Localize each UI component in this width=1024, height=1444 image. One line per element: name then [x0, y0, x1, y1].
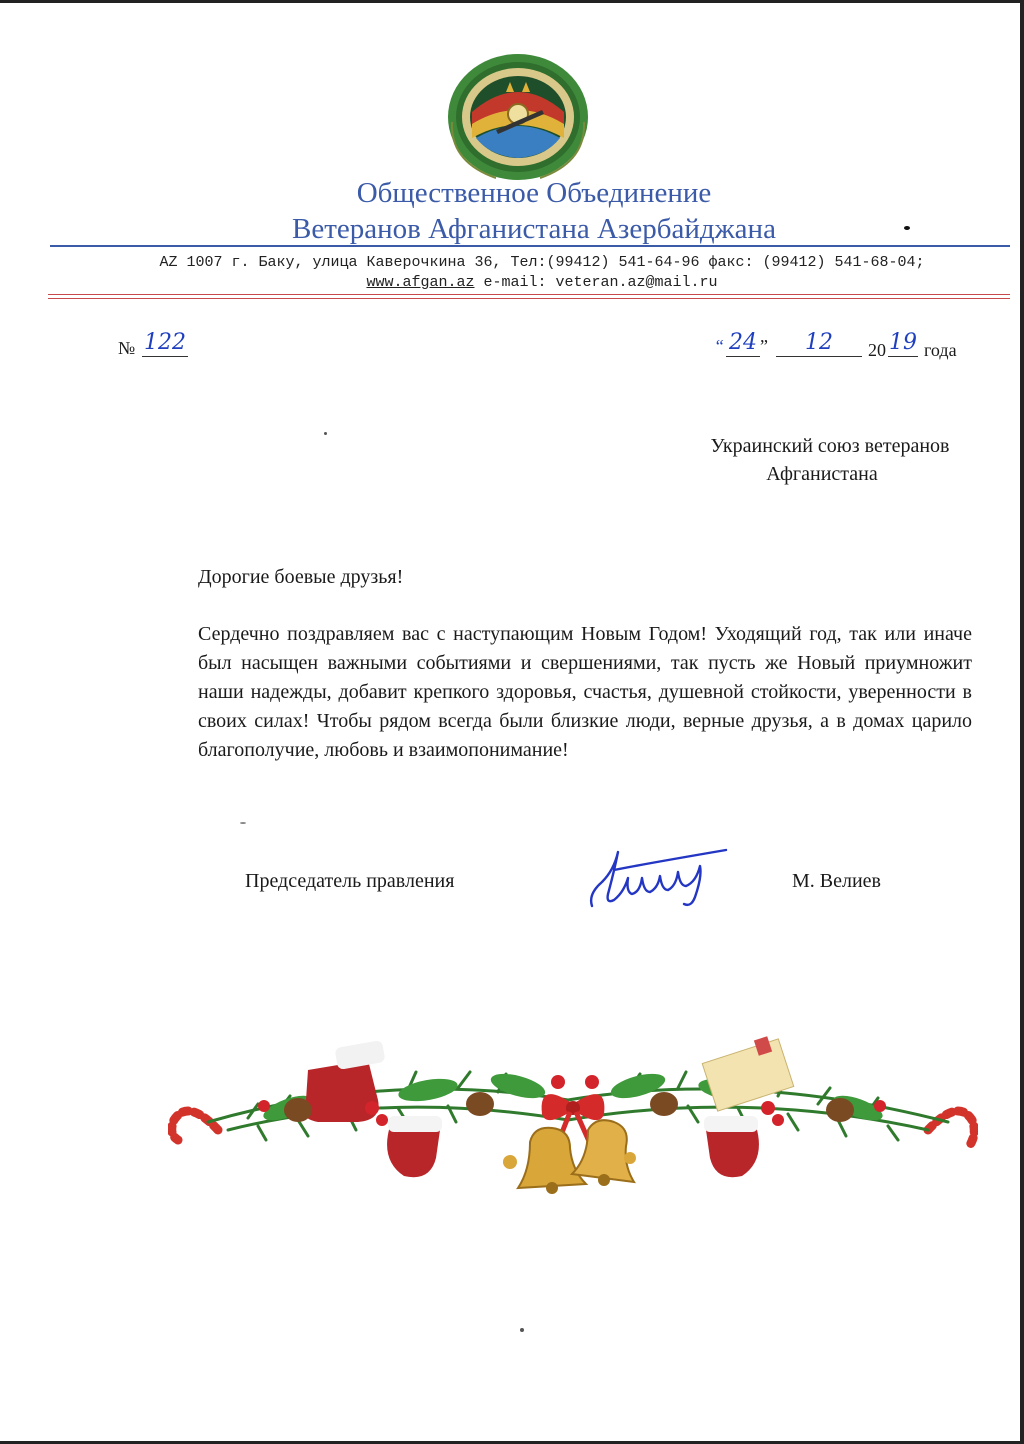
contacts-divider-bottom — [48, 298, 1010, 299]
recipient-line1: Украинский союз ветеранов — [710, 435, 950, 457]
candy-cane-right-icon — [928, 1111, 974, 1148]
date-year-word: года — [924, 340, 957, 360]
website-link[interactable]: www.afgan.az — [366, 274, 475, 291]
date-month: 12 — [776, 330, 862, 357]
mitten-left-icon — [387, 1116, 442, 1177]
signer-name: М. Велиев — [792, 870, 882, 892]
scan-edge-top — [0, 0, 1024, 3]
org-name-line2: Ветеранов Афганистана Азербайджана — [292, 213, 776, 245]
golden-bells-icon — [503, 1120, 636, 1194]
christmas-garland-icon — [168, 1030, 978, 1240]
veterans-emblem-icon — [446, 52, 590, 182]
date-year-suffix: 19 — [889, 330, 917, 355]
scan-speck — [904, 226, 910, 230]
date-year-prefix: 20 — [868, 340, 886, 360]
org-name-line1: Общественное Объединение — [356, 177, 712, 209]
scan-speck — [240, 822, 246, 824]
scan-speck — [324, 432, 327, 435]
handwritten-signature-icon — [584, 842, 734, 914]
envelope-icon — [702, 1036, 794, 1111]
letter-greeting: Дорогие боевые друзья! — [198, 566, 404, 588]
candy-cane-left-icon — [172, 1111, 218, 1140]
contacts-divider-top — [48, 294, 1010, 295]
recipient-line2: Афганистана — [766, 463, 878, 485]
scan-speck — [520, 1328, 524, 1332]
date-open-quote: “ — [714, 336, 725, 356]
letterhead-divider — [50, 245, 1010, 247]
contact-web-email — [30, 273, 1024, 293]
contact-address: AZ 1007 г. Баку, улица Каверочкина 36, Тел:(99412) 541-64-96 факс: (99412) 541-68-04; — [159, 254, 925, 271]
mitten-right-icon — [704, 1116, 759, 1177]
date-close-quote: ” — [760, 336, 768, 356]
signer-title: Председатель правления — [245, 870, 455, 892]
date-day: 24 — [726, 330, 760, 357]
document-number: 122 — [144, 330, 186, 355]
email-text: e-mail: veteran.az@mail.ru — [483, 274, 718, 291]
number-label: № — [118, 338, 136, 358]
letter-body: Сердечно поздравляем вас с наступающим Новым Годом! Уходящий год, так или иначе был насыщен важными событиями и свершениями, так пусть же Новый приумножит наши надежды, добавит крепкого здоровья, счастья, душевной стойкости, уверенности в своих силах! Чтобы рядом всегда были близкие люди, верные друзья, а в домах царило благополучие, любовь и взаимопонимание! — [198, 623, 972, 761]
